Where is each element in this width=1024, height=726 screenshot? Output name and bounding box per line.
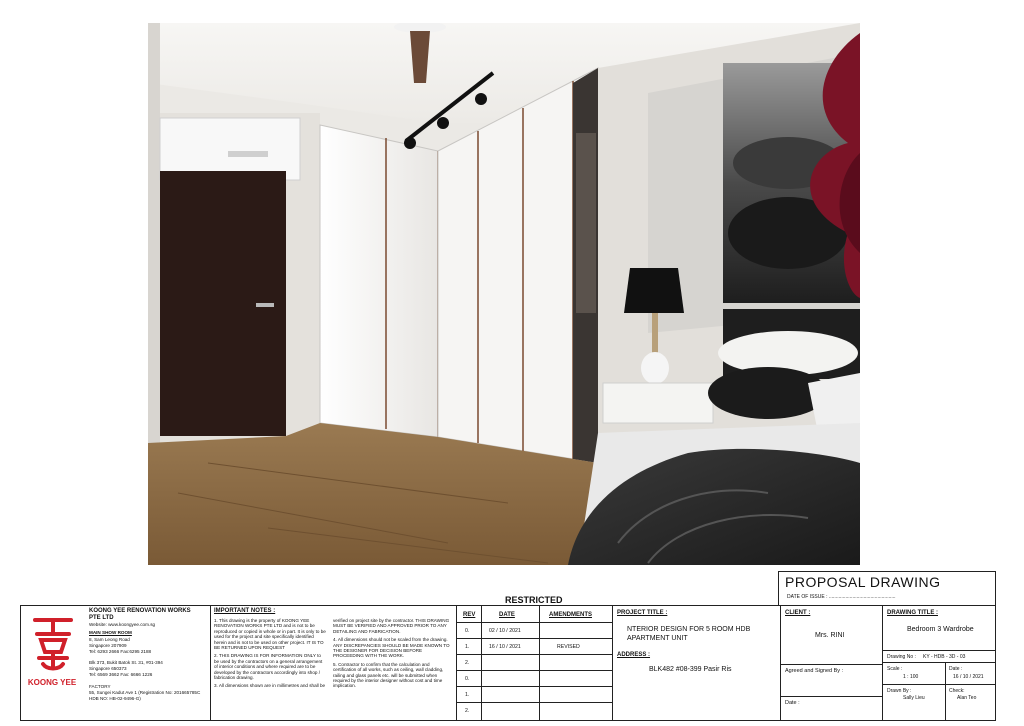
- koong-yee-logo-icon: [29, 612, 77, 676]
- factory-line-2: HDB NO: HB-02-9496-G): [89, 696, 141, 701]
- branch-line-3: Tel: 6569 3662 Fax: 6666 1226: [89, 672, 153, 677]
- scale-value: 1 : 100: [903, 674, 919, 680]
- date-header: DATE: [499, 612, 515, 618]
- rev-row-0-rev: 0.: [465, 628, 470, 634]
- drawing-no: KY - HDB - 3D - 03: [923, 654, 966, 660]
- note-3-cont: verified on project site by the contractor. THIS DRAWING MUST BE VERIFIED AND APPROVED PRIOR TO ANY DETAILING AND FABRICATION.: [333, 618, 450, 634]
- drawing-title: Bedroom 3 Wardrobe: [907, 626, 974, 633]
- rev-row-1-rev: 1.: [465, 644, 470, 650]
- company-name-line2: PTE LTD: [89, 615, 114, 621]
- note-1: 1. This drawing is the property of KOONG YEE RENOVATION WORKS PTE LTD and is not to be reproduced or copied in whole or in part. It is only to be used for the project and site specifically identified herein and is not to be used on other project. IT IS TO BE RETURNED UPON REQUEST: [214, 618, 326, 651]
- proposal-header: [778, 571, 996, 605]
- check-label: Check:: [949, 688, 965, 694]
- address-label: ADDRESS :: [617, 652, 651, 658]
- date-of-issue: DATE OF ISSUE : ................................................: [787, 594, 896, 600]
- logo-wordmark: KOONG YEE: [27, 678, 77, 687]
- note-5: 5. Contractor to confirm that the calculation and certification of all works, such as ceiling, wall cladding, railing and glass panels etc. will be submitted when required by the interior designer without cost and time implication.: [333, 661, 444, 689]
- showroom-line-1: 8, Sam Leong Road: [89, 637, 130, 642]
- note-3: 3. All dimensions shown are in millimetres and shall be: [214, 683, 326, 689]
- notes-heading: IMPORTANT NOTES :: [214, 608, 276, 614]
- branch-line-2: Singapore 650373: [89, 666, 127, 671]
- factory-line-1: 55, Sungei Kadut Ave 1 (Registration No: 201665785C: [89, 690, 201, 695]
- showroom-label: MAIN SHOW ROOM: [89, 630, 132, 635]
- agreed-signed-label: Agreed and Signed By :: [785, 668, 844, 674]
- project-address: BLK482 #08-399 Pasir Ris: [649, 666, 732, 673]
- bedroom-render-image: [148, 23, 860, 565]
- rev-row-1-date: 16 / 10 / 2021: [489, 644, 521, 650]
- project-panel: [613, 606, 781, 720]
- drawing-title-label: DRAWING TITLE :: [887, 610, 938, 616]
- company-website: Website: www.koongyee.com.sg: [89, 622, 156, 627]
- project-title-line1: NTERIOR DESIGN FOR 5 ROOM HDB: [627, 626, 751, 633]
- company-name-line1: KOONG YEE RENOVATION WORKS: [89, 608, 191, 614]
- client-date-label: Date :: [785, 700, 800, 706]
- rev-row-1-amend: REVISED: [557, 644, 580, 650]
- rev-row-4-rev: 1.: [465, 692, 470, 698]
- important-notes: [211, 606, 457, 720]
- client-name: Mrs. RINI: [815, 632, 845, 639]
- restricted-label: RESTRICTED: [505, 595, 563, 605]
- note-4: 4. All dimensions should not be scaled from the drawing. ANY DISCREPANCIES SHOULD BE MADE KNOWN TO THE DESIGNER FOR DECISION BEFORE PROCEEDING WITH THE WORK.: [333, 637, 450, 659]
- amendments-header: AMENDMENTS: [549, 612, 592, 618]
- proposal-title: PROPOSAL DRAWING: [785, 574, 941, 590]
- revision-table: [457, 606, 613, 720]
- drawing-panel: [883, 606, 995, 720]
- rev-row-0-date: 02 / 10 / 2021: [489, 628, 521, 634]
- drawing-date-label: Date :: [949, 666, 963, 672]
- notes-column-2: [333, 618, 451, 689]
- factory-label: FACTORY: [89, 684, 111, 689]
- bedroom-render: [148, 23, 860, 565]
- title-block: [20, 605, 996, 721]
- drawing-date: 16 / 10 / 2021: [953, 674, 984, 680]
- showroom-line-3: Tel: 6293 2666 Fax:6295 2188: [89, 649, 152, 654]
- client-panel: [781, 606, 883, 720]
- note-2: 2. THIS DRAWING IS FOR INFORMATION ONLY to be used by the contractors on a general arrangement of interior conditions and where required are to be developed by the contractors accordingly into shop / fabrication drawing.: [214, 653, 323, 681]
- notes-column-1: [214, 618, 326, 689]
- rev-header: REV: [463, 612, 476, 618]
- drawing-no-label: Drawing No :: [887, 654, 916, 660]
- showroom-line-2: Singapore 207909: [89, 643, 127, 648]
- rev-row-3-rev: 0.: [465, 676, 470, 682]
- rev-row-5-rev: 2.: [465, 708, 470, 714]
- company-panel: [21, 606, 211, 720]
- project-title-line2: APARTMENT UNIT: [627, 635, 688, 642]
- client-label: CLIENT :: [785, 610, 811, 616]
- rev-row-2-rev: 2.: [465, 660, 470, 666]
- scale-label: Scale :: [887, 666, 903, 672]
- project-title-label: PROJECT TITLE :: [617, 610, 668, 616]
- drawn-by: Sally Lieu: [903, 695, 925, 701]
- drawn-by-label: Drawn By :: [887, 688, 912, 694]
- branch-line-1: Blk 373, Bukit Batok St. 31, #01-394: [89, 660, 163, 665]
- checked-by: Alan Teo: [957, 695, 977, 701]
